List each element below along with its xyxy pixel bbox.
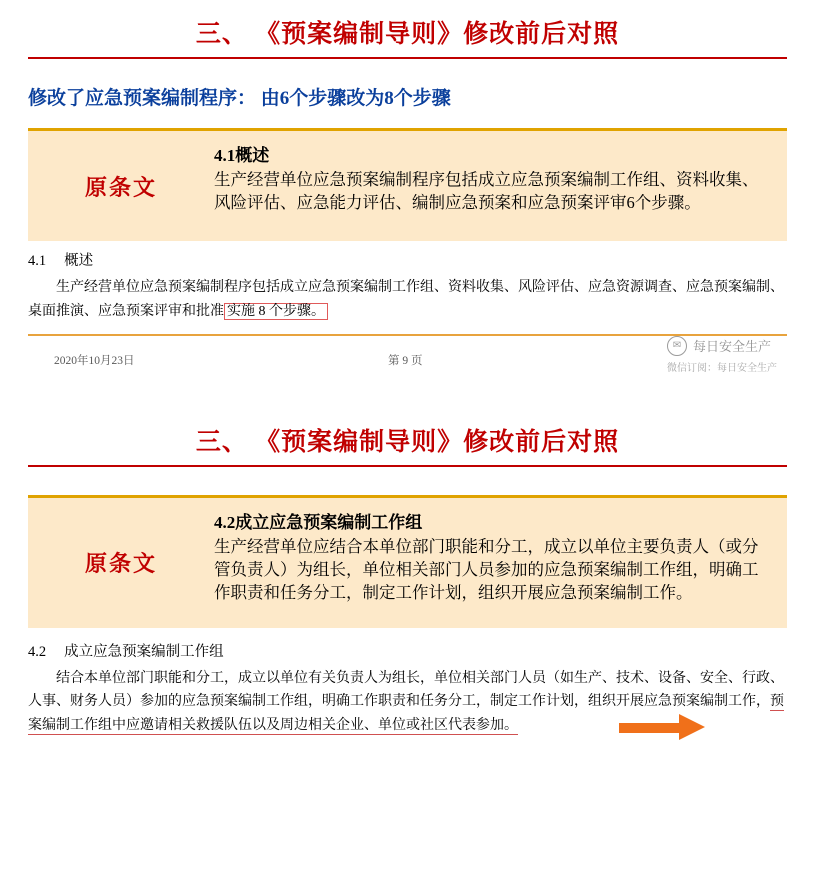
revised-doc-highlight-2b: 或社区代表参加。 [406, 718, 518, 734]
original-clause-text-2: 生产经营单位应结合本单位部门职能和分工，成立以单位主要负责人（或分管负责人）为组长，单位相关部门人员参加的应急预案编制工作组，明确工作职责和任务分工，制定工作计划，组织开展应急预案编制工作。 [214, 536, 759, 603]
watermark-row [667, 336, 777, 356]
slide-two [0, 408, 815, 738]
original-clause-heading-2: 4.2成立应急预案编制工作组 [214, 512, 423, 532]
revised-doc-heading-row-1 [28, 249, 787, 270]
footer-date: 2020年10月23日 [54, 354, 135, 367]
revised-doc-number-2: 4.2 [28, 643, 47, 660]
revised-doc-number-1: 4.1 [28, 253, 47, 269]
slide-one-footer [28, 336, 787, 390]
revised-doc-heading-1: 概述 [64, 253, 94, 269]
watermark [667, 336, 777, 374]
slide-one-subtitle: 修改了应急预案编制程序： 由6个步骤改为8个步骤 [28, 88, 451, 109]
orange-arrow-tail [619, 723, 679, 733]
original-clause-box-2 [28, 495, 787, 628]
revised-doc-text-2: 结合本单位部门职能和分工，成立以单位有关负责人为组长，单位相关部门人员（如生产、技术、设备、安全、行政、人事、财务人员）参加的应急预案编制工作组，明确工作职责和任务分工，制定工作计划，组织开展应急预案编制工作， [28, 670, 784, 710]
revised-doc-1 [28, 249, 787, 324]
original-clause-text-1: 生产经营单位应急预案编制程序包括成立应急预案编制工作组、资料收集、风险评估、应急能力评估、编制应急预案和应急预案评审6个步骤。 [214, 170, 759, 213]
original-clause-label-cell-2 [28, 498, 214, 628]
orange-arrow-icon [679, 714, 705, 740]
revised-doc-highlight-1: 实施 8 个步骤。 [224, 303, 328, 320]
original-clause-box-1 [28, 128, 787, 241]
title-divider [28, 56, 787, 59]
slide-separator [0, 390, 815, 408]
watermark-subtext: 微信订阅：每日安全生产 [667, 362, 777, 374]
slide-one [0, 0, 815, 390]
slide-two-title: 三、 《预案编制导则》修改前后对照 [195, 428, 620, 456]
revised-doc-highlight-2a: 预案编制工作组中应邀请相关救援队伍以及周边相关企业、单位 [28, 694, 784, 734]
original-clause-label-cell-1 [28, 131, 214, 241]
revised-doc-heading-2: 成立应急预案编制工作组 [64, 643, 224, 660]
revised-doc-text-1: 生产经营单位应急预案编制程序包括成立应急预案编制工作组、资料收集、风险评估、应急资源调查、应急预案编制、桌面推演、应急预案评审和批准 [28, 280, 784, 319]
watermark-name: 每日安全生产 [693, 339, 772, 355]
slide-one-title: 三、 《预案编制导则》修改前后对照 [195, 21, 620, 48]
original-clause-label-1: 原条文 [84, 174, 157, 200]
title-divider-2 [28, 464, 787, 467]
wechat-icon: ✉ [667, 336, 687, 356]
original-clause-body-2 [214, 498, 787, 628]
original-clause-body-1 [214, 131, 787, 241]
footer-page-number: 第 9 页 [388, 354, 423, 367]
original-clause-label-2: 原条文 [84, 551, 157, 577]
revised-doc-paragraph-1 [28, 276, 787, 324]
revised-doc-heading-row-2 [28, 640, 787, 661]
original-clause-heading-1: 4.1概述 [214, 146, 270, 165]
